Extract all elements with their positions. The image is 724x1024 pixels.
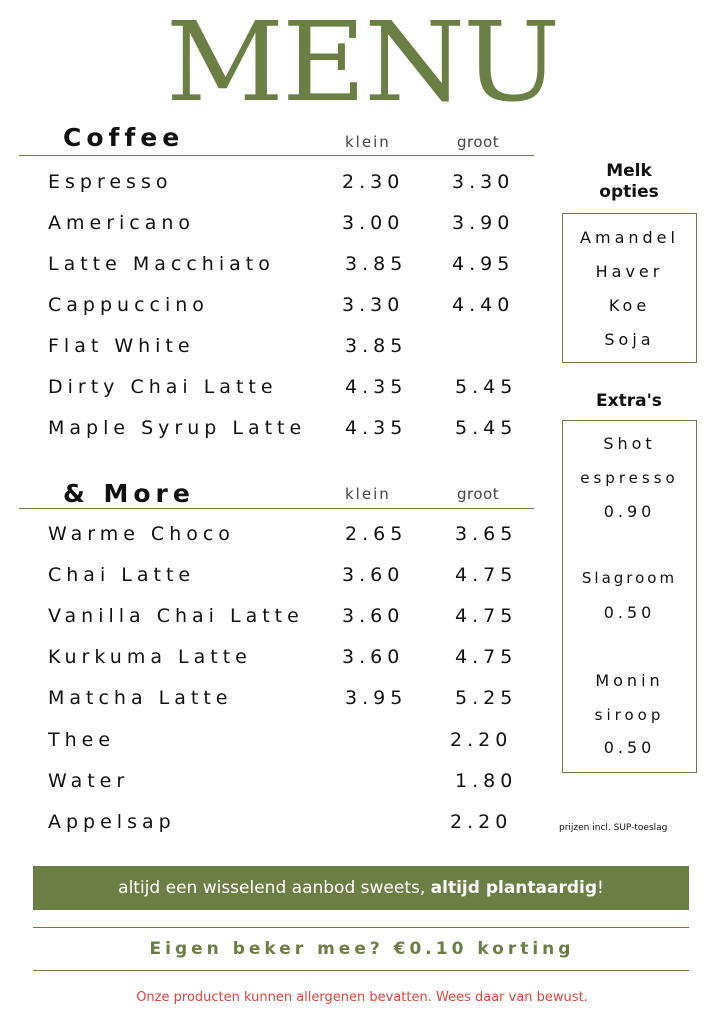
price-small: 4.35 — [345, 417, 408, 439]
extra-line: siroop — [594, 706, 665, 724]
banner-bold-text: altijd plantaardig — [430, 878, 598, 898]
coffee-col-small: klein — [345, 133, 391, 151]
menu-item-name: Cappuccino — [48, 294, 209, 316]
extra-line: Monin — [595, 671, 664, 690]
banner-text: altijd een wisselend aanbod sweets, — [118, 878, 431, 898]
menu-item-name: Americano — [48, 212, 196, 234]
more-divider — [19, 508, 534, 509]
price-large: 5.25 — [455, 687, 518, 709]
price-small: 2.65 — [345, 523, 408, 545]
cup-discount: Eigen beker mee? €0.10 korting — [149, 939, 575, 959]
price-note: prijzen incl. SUP-toeslag — [559, 823, 668, 833]
menu-item-name: Latte Macchiato — [48, 253, 275, 275]
price-large: 4.75 — [455, 646, 518, 668]
menu-item-name: Maple Syrup Latte — [48, 417, 307, 439]
price-small: 3.60 — [342, 564, 405, 586]
menu-item-name: Water — [48, 770, 130, 792]
price-large: 2.20 — [450, 729, 513, 751]
price-small: 3.30 — [342, 294, 405, 316]
extra-price: 0.50 — [603, 738, 656, 757]
milk-title-line: opties — [599, 182, 659, 202]
price-large: 4.75 — [455, 605, 518, 627]
extra-line: espresso — [580, 469, 679, 487]
milk-options-box — [562, 213, 697, 363]
menu-item-name: Matcha Latte — [48, 687, 233, 709]
price-large: 3.30 — [452, 171, 515, 193]
extras-title: Extra's — [596, 391, 662, 411]
price-large: 5.45 — [455, 417, 518, 439]
price-large: 4.75 — [455, 564, 518, 586]
menu-item-name: Kurkuma Latte — [48, 646, 252, 668]
price-small: 3.85 — [345, 253, 408, 275]
milk-title-line: Melk — [606, 161, 652, 181]
milk-option: Amandel — [580, 228, 679, 247]
menu-item-name: Dirty Chai Latte — [48, 376, 278, 398]
price-large: 1.80 — [455, 770, 518, 792]
price-small: 2.30 — [342, 171, 405, 193]
milk-options-title — [562, 161, 696, 203]
extra-price: 0.50 — [603, 603, 656, 622]
price-large: 3.65 — [455, 523, 518, 545]
price-small: 3.85 — [345, 335, 408, 357]
menu-item-name: Thee — [48, 729, 116, 751]
menu-item-name: Appelsap — [48, 811, 176, 833]
extra-line: Slagroom — [581, 569, 678, 587]
menu-item-name: Vanilla Chai Latte — [48, 605, 304, 627]
more-col-large: groot — [457, 485, 500, 503]
milk-option: Soja — [604, 330, 655, 349]
menu-item-name: Chai Latte — [48, 564, 196, 586]
cup-bottom-divider — [33, 970, 689, 971]
menu-item-name: Warme Choco — [48, 523, 235, 545]
price-small: 3.95 — [345, 687, 408, 709]
price-large: 5.45 — [455, 376, 518, 398]
menu-item-name: Flat White — [48, 335, 195, 357]
price-large: 3.90 — [452, 212, 515, 234]
milk-option: Koe — [608, 296, 651, 315]
cup-top-divider — [33, 927, 689, 928]
coffee-divider — [19, 155, 534, 156]
coffee-col-large: groot — [457, 133, 500, 151]
menu-item-name: Espresso — [48, 171, 173, 193]
price-large: 4.95 — [452, 253, 515, 275]
price-large: 2.20 — [450, 811, 513, 833]
price-small: 3.60 — [342, 605, 405, 627]
price-small: 4.35 — [345, 376, 408, 398]
price-small: 3.00 — [342, 212, 405, 234]
price-small: 3.60 — [342, 646, 405, 668]
sweets-banner — [33, 866, 689, 910]
extra-price: 0.90 — [603, 502, 656, 521]
banner-text-end: ! — [597, 878, 604, 898]
menu-title: MENU — [165, 0, 559, 126]
coffee-section-title: Coffee — [63, 123, 185, 152]
more-section-title: & More — [63, 479, 195, 508]
extra-line: Shot — [603, 434, 656, 453]
extras-box — [562, 420, 697, 773]
more-col-small: klein — [345, 485, 391, 503]
milk-option: Haver — [595, 262, 664, 281]
price-large: 4.40 — [452, 294, 515, 316]
allergen-note: Onze producten kunnen allergenen bevatten. Wees daar van bewust. — [136, 990, 588, 1005]
